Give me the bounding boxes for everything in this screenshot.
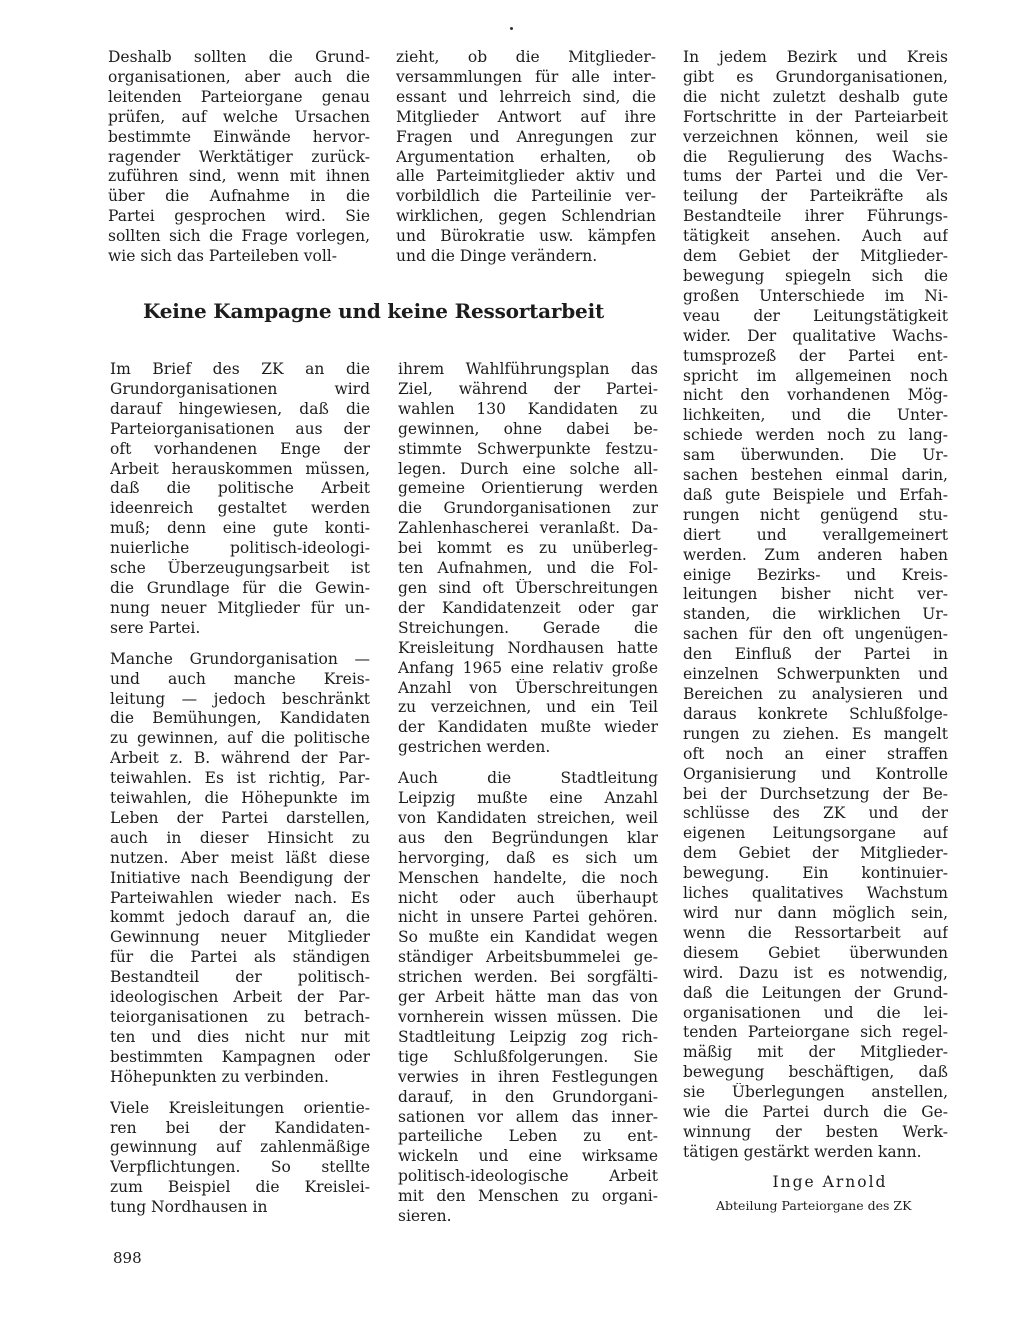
text-line: gemeine Orientierung werden — [398, 479, 658, 498]
article-headline: Keine Kampagne und keine Ressortarbeit — [143, 299, 605, 323]
text-line: Menschen handelte, die noch — [398, 868, 658, 887]
text-line: ten Aufnahmen, und die Fol- — [398, 559, 658, 578]
text-line: gibt es Grundorganisationen, — [683, 67, 948, 86]
text-line: tätigkeit ansehen. Auch auf — [683, 227, 948, 246]
text-line: So mußte ein Kandidat wegen — [398, 928, 658, 947]
text-line: tätigen gestärkt werden kann. — [683, 1142, 922, 1161]
author-department: Abteilung Parteiorgane des ZK — [716, 1198, 912, 1213]
text-line: dem Gebiet der Mitglieder- — [683, 844, 948, 863]
text-line: bestimmte Einwände hervor- — [108, 127, 370, 146]
text-line: zuführen sind, wenn mit ihnen — [108, 167, 370, 186]
text-line: Initiative nach Beendigung der — [110, 868, 370, 887]
text-line: muß; denn eine gute konti- — [110, 519, 370, 538]
text-line: die Grundorganisationen zur — [398, 499, 658, 518]
text-line: kommt jedoch darauf an, die — [110, 908, 370, 927]
text-line: ger Arbeit hätte man das von — [398, 988, 658, 1007]
text-line: gewinnung auf zahlenmäßige — [110, 1138, 370, 1157]
text-line: Leipzig mußte eine Anzahl — [398, 789, 658, 808]
text-line: für die Partei als ständigen — [110, 948, 370, 967]
text-line: Verpflichtungen. So stellte — [110, 1158, 370, 1177]
text-line: lichkeiten, und die Unter- — [683, 406, 948, 425]
text-line: nicht oder auch überhaupt — [398, 888, 658, 907]
text-line: wirklichen, gegen Schlendrian — [396, 207, 656, 226]
text-line: oft noch an einer straffen — [683, 744, 948, 763]
text-line: verzeichnen können, weil sie — [683, 127, 948, 146]
text-line: wird nur dann möglich sein, — [683, 903, 948, 922]
text-line: daß die Leitungen der Grund- — [683, 983, 948, 1002]
text-line: gen sind oft Überschreitungen — [398, 578, 658, 597]
text-line: Manche Grundorganisation — — [110, 649, 370, 668]
text-line: mäßig mit der Mitglieder- — [683, 1043, 948, 1062]
text-line: wider. Der qualitative Wachs- — [683, 326, 948, 345]
text-line: bewegung. Ein kontinuier- — [683, 864, 948, 883]
text-line: schiede werden noch zu lang- — [683, 426, 948, 445]
text-line: sieren. — [398, 1207, 452, 1226]
text-line: zu gewinnen, auf die politische — [110, 729, 370, 748]
text-line: leitenden Parteiorgane genau — [108, 87, 370, 106]
text-line: diert und verallgemeinert — [683, 525, 948, 544]
text-line: Anfang 1965 eine relativ große — [398, 658, 658, 677]
text-line: ten und dies nicht nur mit — [110, 1027, 370, 1046]
text-line: Bestandteil der politisch- — [110, 968, 370, 987]
text-line: ihrem Wahlführungsplan das — [398, 360, 658, 378]
text-line: einzelnen Schwerpunkten und — [683, 665, 948, 684]
text-line: rungen zu ziehen. Es mangelt — [683, 724, 948, 743]
text-line: organisationen, aber auch die — [108, 67, 370, 86]
text-line: tige Schlußfolgerungen. Sie — [398, 1047, 658, 1066]
text-line: verwies in ihren Festlegungen — [398, 1067, 658, 1086]
text-line: teilung der Parteikräfte als — [683, 187, 948, 206]
text-line: schlüsse des ZK und der — [683, 804, 948, 823]
author-signature: Inge Arnold — [772, 1173, 888, 1191]
text-line: auch in dieser Hinsicht zu — [110, 828, 370, 847]
text-line: gewinnen, ohne dabei be- — [398, 419, 658, 438]
text-line: tumsprozeß der Partei ent- — [683, 346, 948, 365]
text-line: hervorging, daß es sich um — [398, 848, 658, 867]
text-line: sie Überlegungen anstellen, — [683, 1083, 948, 1102]
text-line: darauf hingewiesen, daß die — [110, 399, 370, 418]
body-column-left — [110, 360, 370, 1218]
text-line: legen. Durch eine solche all- — [398, 459, 658, 478]
text-line: In jedem Bezirk und Kreis — [683, 48, 948, 66]
body-column-middle — [398, 360, 658, 1227]
print-speck — [510, 27, 513, 30]
text-line: Fragen und Anregungen zur — [396, 127, 656, 146]
text-line — [110, 639, 370, 650]
text-line: nicht in unsere Partei gehören. — [398, 908, 658, 927]
text-line: wickeln und eine wirksame — [398, 1147, 658, 1166]
text-line: Leben der Partei darstellen, — [110, 808, 370, 827]
text-line: liches qualitatives Wachstum — [683, 884, 948, 903]
text-line: veau der Leitungstätigkeit — [683, 306, 948, 325]
text-line: Arbeit herauskommen müssen, — [110, 459, 370, 478]
text-line: daraus konkrete Schlußfolge- — [683, 704, 948, 723]
text-line: einige Bezirks- und Kreis- — [683, 565, 948, 584]
text-line: zum Beispiel die Kreislei- — [110, 1178, 370, 1197]
text-line: teiwahlen, die Höhepunkte im — [110, 789, 370, 808]
text-line: daß die politische Arbeit — [110, 479, 370, 498]
text-line: Bestandteile ihrer Führungs- — [683, 207, 948, 226]
text-line: ideologischen Arbeit der Par- — [110, 988, 370, 1007]
text-line: teiorganisationen zu betrach- — [110, 1008, 370, 1026]
text-line: der Kandidatenzeit oder gar — [398, 598, 658, 617]
text-line: Ziel, während der Partei- — [398, 379, 658, 398]
text-line: ständiger Arbeitsbummelei ge- — [398, 948, 658, 967]
text-line: rungen nicht genügend stu- — [683, 505, 948, 524]
text-line — [110, 1088, 370, 1099]
text-line: stimmte Schwerpunkte festzu- — [398, 439, 658, 458]
text-line: Kreisleitung Nordhausen hatte — [398, 638, 658, 657]
text-line: wird. Dazu ist es notwendig, — [683, 963, 948, 982]
text-line: Anzahl von Überschreitungen — [398, 678, 658, 697]
text-line: vornherein wissen müssen. Die — [398, 1008, 658, 1026]
text-line: sollten sich die Frage vorlegen, — [108, 227, 370, 246]
text-line: tums der Partei und die Ver- — [683, 167, 948, 186]
text-line: werden. Zum anderen haben — [683, 545, 948, 564]
text-line — [398, 758, 658, 769]
text-line: teiwahlen. Es ist richtig, Par- — [110, 769, 370, 788]
text-line: politisch-ideologische Arbeit — [398, 1167, 658, 1186]
text-line: winnung der besten Werk- — [683, 1122, 948, 1141]
text-line: über die Aufnahme in die — [108, 187, 370, 206]
text-line: essant und lehrreich sind, die — [396, 87, 656, 106]
text-line: zieht, ob die Mitglieder- — [396, 48, 656, 66]
text-line: sationen vor allem das inner- — [398, 1107, 658, 1126]
text-line: parteiliche Leben zu ent- — [398, 1127, 658, 1146]
text-line: Grundorganisationen wird — [110, 379, 370, 398]
text-line: Gewinnung neuer Mitglieder — [110, 928, 370, 947]
text-line: der Kandidaten mußte wieder — [398, 718, 658, 737]
text-line: leitungen bisher nicht ver- — [683, 585, 948, 604]
text-line: strichen werden. Bei sorgfälti- — [398, 968, 658, 987]
text-line: aus den Begründungen klar — [398, 828, 658, 847]
body-column-right — [683, 48, 948, 1163]
text-line: wie die Partei durch die Ge- — [683, 1103, 948, 1122]
text-line: gestrichen werden. — [398, 738, 551, 757]
text-line: Mitglieder Antwort auf ihre — [396, 107, 656, 126]
text-line: die Bemühungen, Kandidaten — [110, 709, 370, 728]
text-line: Partei gesprochen wird. Sie — [108, 207, 370, 226]
text-line: tung Nordhausen in — [110, 1198, 268, 1217]
text-line: Parteiorganisationen aus der — [110, 419, 370, 438]
text-line: nutzen. Aber meist läßt diese — [110, 848, 370, 867]
text-line: prüfen, auf welche Ursachen — [108, 107, 370, 126]
text-line: ideenreich gestaltet werden — [110, 499, 370, 518]
text-line: eigenen Leitungsorgane auf — [683, 824, 948, 843]
text-line: nung neuer Mitglieder für un- — [110, 598, 370, 617]
text-line: sam überwunden. Die Ur- — [683, 446, 948, 465]
text-line: bewegung spiegeln sich die — [683, 266, 948, 285]
text-line: alle Parteimitglieder aktiv und — [396, 167, 656, 186]
text-line: daß gute Beispiele und Erfah- — [683, 485, 948, 504]
text-line: bei der Durchsetzung der Be- — [683, 784, 948, 803]
text-line: organisationen und die lei- — [683, 1003, 948, 1022]
text-line: zu verzeichnen, und ein Teil — [398, 698, 658, 717]
text-line: Im Brief des ZK an die — [110, 360, 370, 378]
text-line: Zahlenhascherei veranlaßt. Da- — [398, 519, 658, 538]
text-line: oft vorhandenen Enge der — [110, 439, 370, 458]
text-line: Höhepunkten zu verbinden. — [110, 1067, 329, 1086]
text-line: wenn die Ressortarbeit auf — [683, 923, 948, 942]
text-line: von Kandidaten streichen, weil — [398, 808, 658, 827]
text-line: dem Gebiet der Mitglieder- — [683, 247, 948, 266]
text-line: standen, die wirklichen Ur- — [683, 605, 948, 624]
text-line: und auch manche Kreis- — [110, 669, 370, 688]
text-line: mit den Menschen zu organi- — [398, 1187, 658, 1206]
text-line: Argumentation erhalten, ob — [396, 147, 656, 166]
text-line: wie sich das Parteileben voll- — [108, 247, 337, 266]
text-line: Deshalb sollten die Grund- — [108, 48, 370, 66]
text-line: die Grundlage für die Gewin- — [110, 578, 370, 597]
text-line: bei kommt es zu unüberleg- — [398, 539, 658, 558]
text-line: tenden Parteiorgane sich regel- — [683, 1023, 948, 1042]
text-line: ragender Werktätiger zurück- — [108, 147, 370, 166]
text-line: leitung — jedoch beschränkt — [110, 689, 370, 708]
text-line: versammlungen für alle inter- — [396, 67, 656, 86]
text-line: den Einfluß der Partei in — [683, 645, 948, 664]
text-line: sachen bestehen einmal darin, — [683, 466, 948, 485]
text-line: nicht den vorhandenen Mög- — [683, 386, 948, 405]
page-number: 898 — [113, 1249, 142, 1267]
text-line: Arbeit z. B. während der Par- — [110, 749, 370, 768]
text-line: sere Partei. — [110, 618, 201, 637]
text-line: nuierliche politisch-ideologi- — [110, 539, 370, 558]
text-line: Streichungen. Gerade die — [398, 618, 658, 637]
text-line: Bereichen zu analysieren und — [683, 685, 948, 703]
text-line: Stadtleitung Leipzig zog rich- — [398, 1027, 658, 1046]
text-line: sachen für den oft ungenügen- — [683, 625, 948, 644]
text-line: Organisierung und Kontrolle — [683, 764, 948, 783]
text-line: und Bürokratie usw. kämpfen — [396, 227, 656, 246]
text-line: Viele Kreisleitungen orientie- — [110, 1098, 370, 1117]
text-line: spricht im allgemeinen noch — [683, 366, 948, 385]
text-line: großen Unterschiede im Ni- — [683, 286, 948, 305]
text-line: Parteiwahlen wieder nach. Es — [110, 888, 370, 907]
text-line: diesem Gebiet überwunden — [683, 943, 948, 962]
text-line: und die Dinge verändern. — [396, 247, 598, 266]
text-line: wahlen 130 Kandidaten zu — [398, 399, 658, 418]
top-left-paragraph — [108, 48, 370, 267]
text-line: vorbildlich die Parteilinie ver- — [396, 187, 656, 206]
text-line: die Regulierung des Wachs- — [683, 147, 948, 166]
text-line: die nicht zuletzt deshalb gute — [683, 87, 948, 106]
top-middle-paragraph — [396, 48, 656, 267]
text-line: sche Überzeugungsarbeit ist — [110, 559, 370, 578]
text-line: Auch die Stadtleitung — [398, 769, 658, 788]
text-line: ren bei der Kandidaten- — [110, 1118, 370, 1137]
text-line: bewegung beschäftigen, daß — [683, 1063, 948, 1082]
text-line: Fortschritte in der Parteiarbeit — [683, 107, 948, 126]
text-line: darauf, in den Grundorgani- — [398, 1087, 658, 1106]
text-line: bestimmten Kampagnen oder — [110, 1047, 370, 1066]
